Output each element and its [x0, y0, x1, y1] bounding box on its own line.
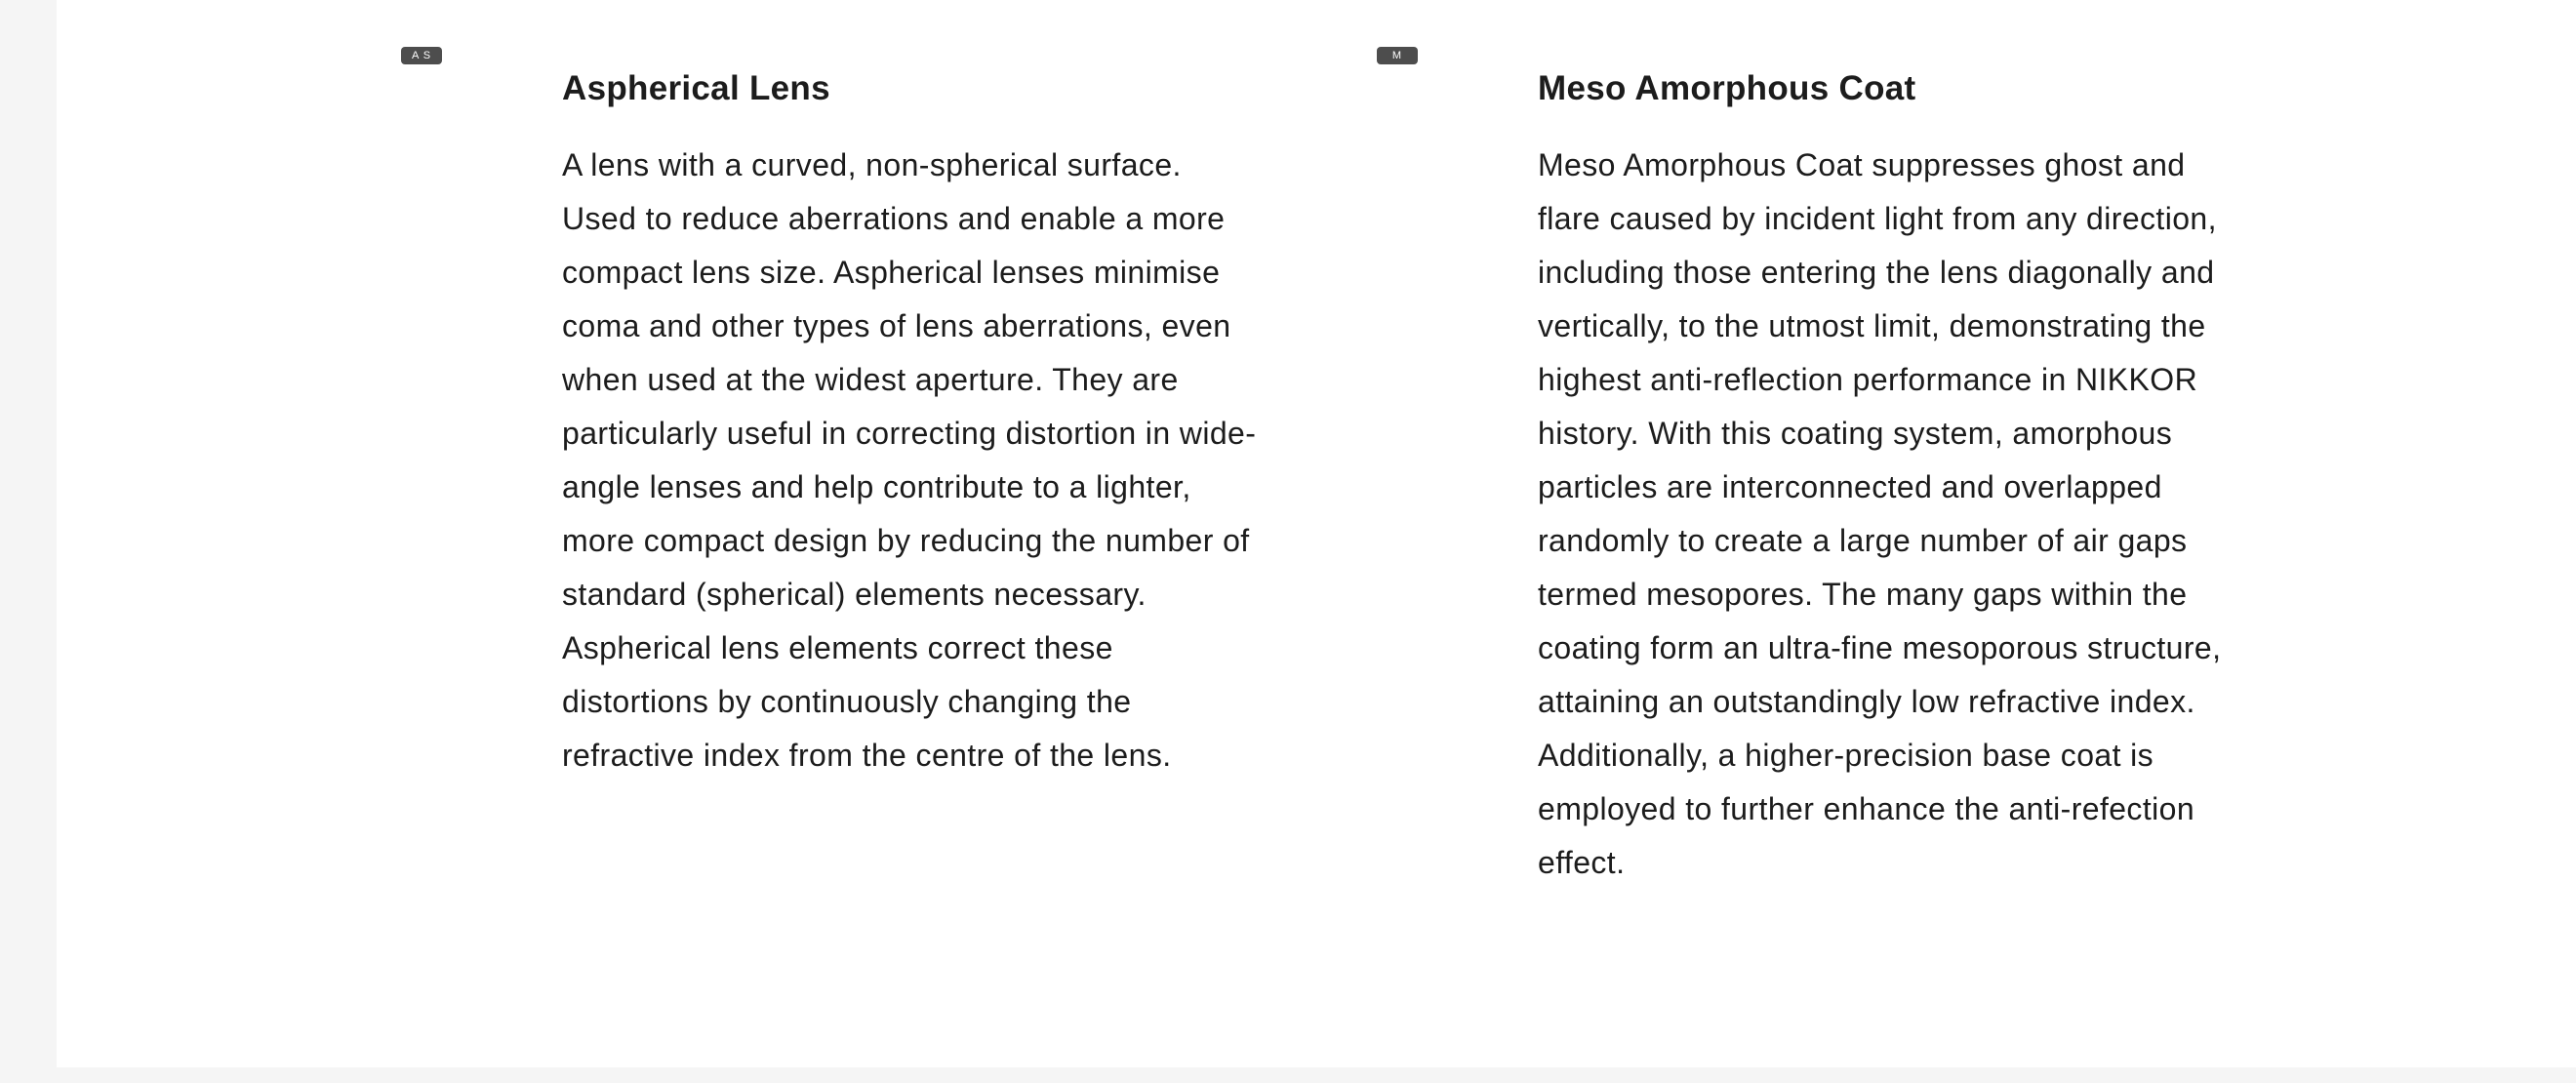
entry-description: A lens with a curved, non-spherical surface. Used to reduce aberrations and enable a more compact lens size. Aspherical lenses minimise coma and other types of lens aberrations, even when used at the widest aperture. They are particularly useful in correcting distortion in wide-angle lenses and help contribute to a lighter, more compact design by reducing the number of standard (spherical) elements necessary. Aspherical lens elements correct these distortions by continuously changing the refractive index from the centre of the lens. — [562, 147, 1257, 773]
entry-description: Meso Amorphous Coat suppresses ghost and flare caused by incident light from any direction, including those entering the lens diagonally and vertically, to the utmost limit, demonstrating the highest anti-reflection performance in NIKKOR history. With this coating system, amorphous particles are interconnected and overlapped randomly to create a large number of air gaps termed mesopores. The many gaps within the coating form an ultra-fine mesoporous structure, attaining an outstandingly low refractive index. Additionally, a higher-precision base coat is employed to further enhance the anti-refection effect. — [1538, 147, 2222, 880]
entry-body — [562, 45, 1257, 782]
letter-badge-as: A S — [401, 47, 442, 64]
glossary-entry-meso-amorphous-coat — [1377, 45, 2240, 890]
entry-body — [1538, 45, 2233, 890]
letter-badge-m: M — [1377, 47, 1418, 64]
glossary-entry-aspherical-lens — [401, 45, 1260, 782]
entry-title: Aspherical Lens — [562, 69, 830, 107]
entry-title: Meso Amorphous Coat — [1538, 69, 1916, 107]
